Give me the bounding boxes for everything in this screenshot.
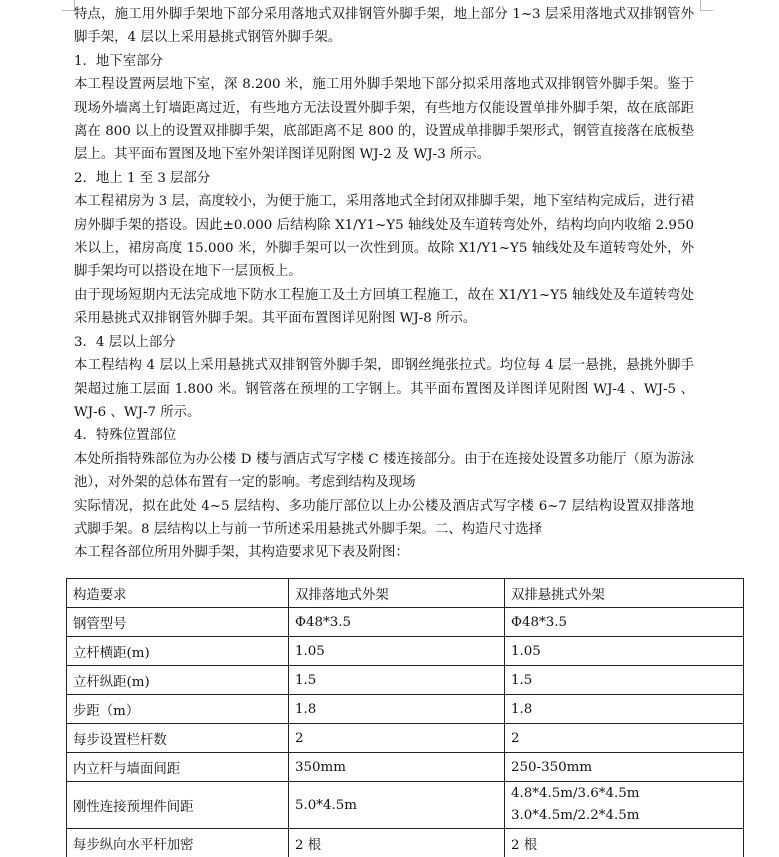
table-row <box>67 695 744 724</box>
table-header-row <box>67 579 744 608</box>
table-header-cell: 构造要求 <box>67 579 289 608</box>
table-cell: 2 根 <box>289 829 505 857</box>
table-intro-paragraph: 本工程各部位所用外脚手架，其构造要求见下表及附图： <box>74 541 694 564</box>
table-cell: 步距（m） <box>67 695 289 724</box>
table-cell: 350mm <box>289 753 505 782</box>
above-4-paragraph: 本工程结构 4 层以上采用悬挑式双排钢管外脚手架，即钢丝绳张拉式。均位每 4 层一悬挑，悬挑外脚手架超过施工层面 1.800 米。钢管落在预埋的工字钢上。其平面布置图及详图详见附图 WJ-4 、WJ-5 、WJ-6 、WJ-7 所示。 <box>74 354 694 424</box>
table-cell: 2 <box>505 724 744 753</box>
table-cell: Φ48*3.5 <box>289 608 505 637</box>
table-cell: 每步纵向水平杆加密 <box>67 829 289 857</box>
table-row <box>67 753 744 782</box>
table-cell: 内立杆与墙面间距 <box>67 753 289 782</box>
table-cell: 1.5 <box>505 666 744 695</box>
section-heading-above-4: 3．4 层以上部分 <box>74 331 694 354</box>
margin-corner-mark-right <box>700 0 713 11</box>
table-cell: 立杆纵距(m) <box>67 666 289 695</box>
table-cell: 1.8 <box>289 695 505 724</box>
table-row <box>67 829 744 857</box>
table-cell: 1.5 <box>289 666 505 695</box>
section-heading-floors-1-3: 2．地上 1 至 3 层部分 <box>74 167 694 190</box>
section-heading-basement: 1．地下室部分 <box>74 50 694 73</box>
special-paragraph-2: 实际情况，拟在此处 4~5 层结构、多功能厅部位以上办公楼及酒店式写字楼 6~7 层结构设置双排落地式脚手架。8 层结构以上与前一节所述采用悬挑式外脚手架。二、构造尺寸选择 <box>74 495 694 542</box>
table-cell: Φ48*3.5 <box>505 608 744 637</box>
table-row <box>67 782 744 829</box>
table-row <box>67 666 744 695</box>
intro-paragraph: 特点，施工用外脚手架地下部分采用落地式双排钢管外脚手架，地上部分 1~3 层采用落地式双排钢管外脚手架，4 层以上采用悬挑式钢管外脚手架。 <box>74 3 694 50</box>
scaffold-spec-table <box>66 578 744 857</box>
table-cell: 每步设置栏杆数 <box>67 724 289 753</box>
table-header-cell: 双排悬挑式外架 <box>505 579 744 608</box>
floors-1-3-paragraph: 本工程裙房为 3 层，高度较小，为便于施工，采用落地式全封闭双排脚手架，地下室结构完成后，进行裙房外脚手架的搭设。因此±0.000 后结构除 X1/Y1~Y5 轴线处及车道转弯处外，结构均向内收缩 2.950 米以上，裙房高度 15.000 米，外脚手架可以一次性到顶。故除 X1/Y1~Y5 轴线处及车道转弯处外，外脚手架均可以搭设在地下一层顶板上。 <box>74 190 694 284</box>
table-row <box>67 724 744 753</box>
table-row <box>67 637 744 666</box>
table-cell: 4.8*4.5m/3.6*4.5m 3.0*4.5m/2.2*4.5m <box>505 782 744 829</box>
table-cell: 立杆横距(m) <box>67 637 289 666</box>
table-cell: 2 <box>289 724 505 753</box>
basement-paragraph: 本工程设置两层地下室，深 8.200 米，施工用外脚手架地下部分拟采用落地式双排钢管外脚手架。鉴于现场外墙离土钉墙距离过近，有些地方无法设置外脚手架，有些地方仅能设置单排外脚手架，故在底部距离在 800 以上的设置双排脚手架，底部距离不足 800 的，设置成单排脚手架形式，钢管直接落在底板垫层上。其平面布置图及地下室外架详图详见附图 WJ-2 及 WJ-3 所示。 <box>74 73 694 167</box>
table-row <box>67 608 744 637</box>
table-cell: 刚性连接预埋件间距 <box>67 782 289 829</box>
table-cell: 5.0*4.5m <box>289 782 505 829</box>
section-heading-special: 4．特殊位置部位 <box>74 424 694 447</box>
table-cell: 1.05 <box>505 637 744 666</box>
document-body <box>74 3 694 565</box>
table-header-cell: 双排落地式外架 <box>289 579 505 608</box>
table-cell: 2 根 <box>505 829 744 857</box>
table-cell: 1.8 <box>505 695 744 724</box>
table-cell: 1.05 <box>289 637 505 666</box>
special-paragraph: 本处所指特殊部位为办公楼 D 楼与酒店式写字楼 C 楼连接部分。由于在连接处设置多功能厅（原为游泳池），对外架的总体布置有一定的影响。考虑到结构及现场 <box>74 448 694 495</box>
floors-1-3-paragraph-2: 由于现场短期内无法完成地下防水工程施工及土方回填工程施工，故在 X1/Y1~Y5 轴线处及车道转弯处采用悬挑式双排钢管外脚手架。其平面布置图详见附图 WJ-8 所示。 <box>74 284 694 331</box>
table-cell: 250-350mm <box>505 753 744 782</box>
table-cell: 钢管型号 <box>67 608 289 637</box>
